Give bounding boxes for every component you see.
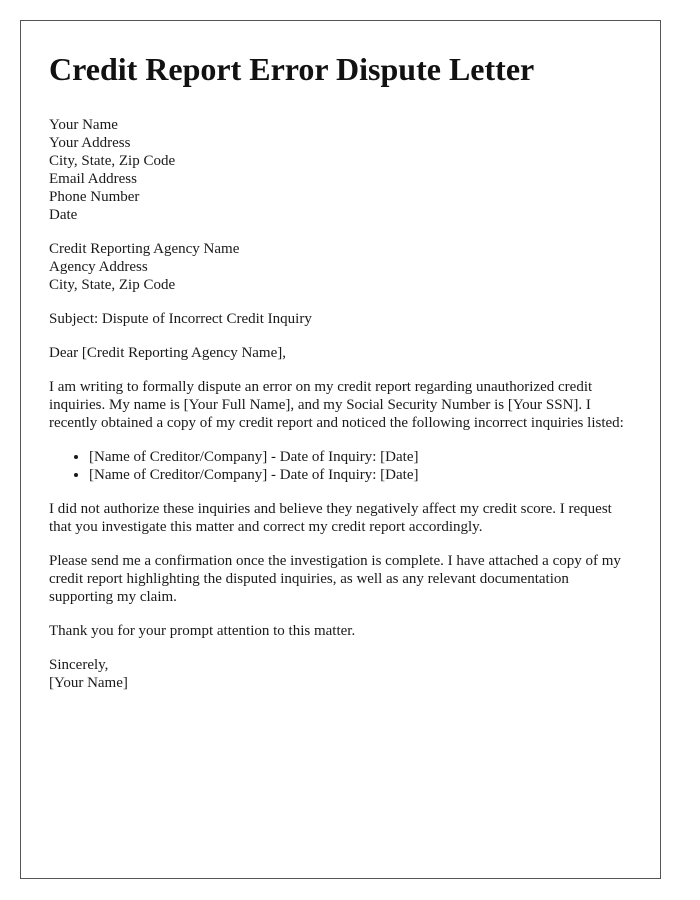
valediction: Sincerely, [49,657,109,673]
signature: [Your Name] [49,675,128,691]
letter-title: Credit Report Error Dispute Letter [49,51,535,87]
list-item: • [Name of Creditor/Company] - Date of Inquiry: [Date] [89,466,632,484]
letter-page [20,20,661,879]
statement-paragraph: I did not authorize these inquiries and believe they negatively affect my credit score. I request that you investigate this matter and correct my credit report accordingly. [49,501,612,535]
list-item: • [Name of Creditor/Company] - Date of Inquiry: [Date] [89,448,632,466]
sender-name: Your Name [49,117,118,133]
sender-address: Your Address [49,135,131,151]
intro-paragraph: I am writing to formally dispute an error on my credit report regarding unauthorized credit inquiries. My name is [Your Full Name], and my Social Security Number is [Your SSN]. I recently obtained a copy of my credit report and noticed the following incorrect inquiries listed: [49,379,624,431]
sender-date: Date [49,207,78,223]
sender-phone: Phone Number [49,189,140,205]
thanks-paragraph: Thank you for your prompt attention to this matter. [49,623,356,639]
closing-block [49,656,632,692]
recipient-city-state-zip: City, State, Zip Code [49,277,176,293]
recipient-agency-address: Agency Address [49,259,148,275]
salutation: Dear [Credit Reporting Agency Name], [49,345,287,361]
sender-city-state-zip: City, State, Zip Code [49,153,176,169]
sender-block [49,116,632,224]
recipient-agency-name: Credit Reporting Agency Name [49,241,240,257]
recipient-block [49,240,632,294]
sender-email: Email Address [49,171,137,187]
request-paragraph: Please send me a confirmation once the investigation is complete. I have attached a copy of my credit report highlighting the disputed inquiries, as well as any relevant documentation supporting my claim. [49,553,621,605]
inquiry-list [49,448,632,484]
subject-line: Subject: Dispute of Incorrect Credit Inquiry [49,311,312,327]
